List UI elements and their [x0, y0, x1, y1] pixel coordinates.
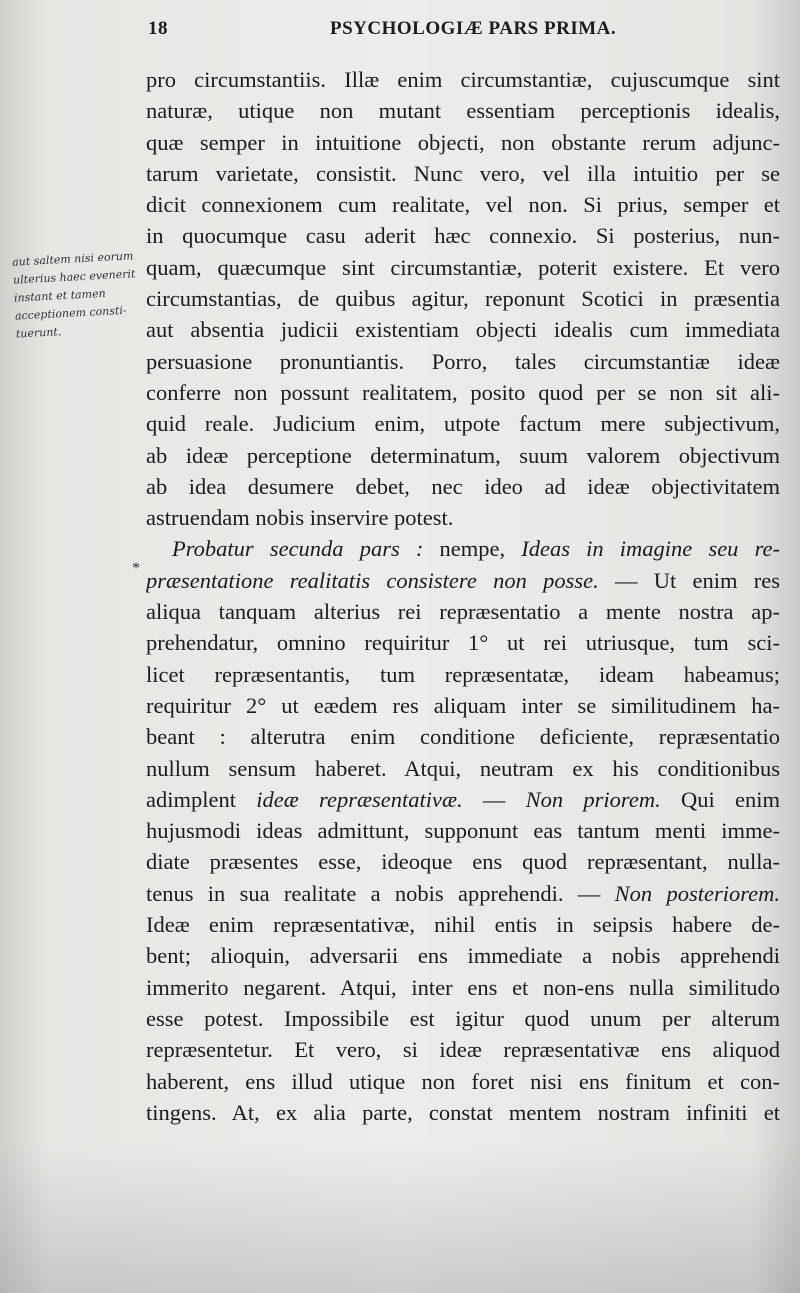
marginal-note-line: tuerunt.: [15, 325, 62, 341]
handwritten-marginal-note: [12, 246, 157, 343]
text-line: pro circumstantiis. Illæ enim circumstantiæ, cujuscumque sint: [146, 67, 780, 92]
text-line: astruendam nobis inservire potest.: [146, 505, 454, 531]
marginal-note-line: acceptionem consti-: [14, 303, 127, 323]
text-line: nullum sensum haberet. Atqui, neutram ex his conditionibus: [146, 755, 780, 781]
text-line: quæ semper in intuitione objecti, non obstante rerum adjunc-: [146, 129, 780, 155]
text-line: repræsentetur. Et vero, si ideæ repræsentativæ ens aliquod: [146, 1037, 780, 1063]
text-line: Ideæ enim repræsentativæ, nihil entis in seipsis habere de-: [146, 912, 780, 938]
marginal-note-line: aut saltem nisi eorum: [11, 249, 134, 269]
italic-phrase: Ideas in imagine seu re-: [521, 536, 780, 562]
text-line: diate præsentes esse, ideoque ens quod repræsentant, nulla-: [146, 849, 780, 875]
text-line: in quocumque casu aderit hæc connexio. Si posterius, nun-: [146, 223, 780, 249]
text-run: tenus in sua realitate a nobis apprehendi. —: [146, 880, 615, 906]
text-line: immerito negarent. Atqui, inter ens et non-ens nulla similitudo: [146, 974, 780, 1000]
text-line: beant : alterutra enim conditione deficiente, repræsentatio: [146, 724, 780, 750]
text-line: haberent, ens illud utique non foret nisi ens finitum et con-: [146, 1068, 780, 1094]
text-line: ab ideæ perceptione determinatum, suum valorem objectivum: [146, 442, 780, 468]
text-line: esse potest. Impossibile est igitur quod unum per alterum: [146, 1005, 780, 1031]
text-run: Qui enim: [660, 786, 780, 812]
text-line: hujusmodi ideas admittunt, supponunt eas tantum menti imme-: [146, 818, 780, 844]
text-line: circumstantias, de quibus agitur, reponunt Scotici in præsentia: [146, 286, 780, 312]
text-run: —: [462, 786, 526, 812]
text-line: quid reale. Judicium enim, utpote factum mere subjectivum,: [146, 411, 780, 437]
text-line: conferre non possunt realitatem, posito quod per se non sit ali-: [146, 379, 780, 405]
text-run: nempe,: [423, 536, 522, 562]
text-line: bent; alioquin, adversarii ens immediate a nobis apprehendi: [146, 943, 780, 969]
marginal-note-line: ulterius haec evenerit: [12, 267, 136, 287]
text-run: adimplent: [146, 786, 257, 812]
italic-phrase: Non posteriorem.: [614, 880, 780, 906]
marginal-note-line: instant et tamen: [13, 286, 106, 305]
text-line: [146, 565, 780, 596]
text-line: dicit connexionem cum realitate, vel non. Si prius, semper et: [146, 192, 780, 218]
page-number: 18: [148, 18, 168, 39]
text-line: naturæ, utique non mutant essentiam perceptionis idealis,: [146, 98, 780, 124]
text-line: tarum varietate, consistit. Nunc vero, vel illa intuitio per se: [146, 160, 780, 186]
italic-phrase: Probatur secunda pars :: [172, 536, 424, 562]
body-text: [146, 64, 780, 1128]
italic-phrase: Non priorem.: [525, 786, 661, 812]
text-line: quam, quæcumque sint circumstantiæ, poterit existere. Et vero: [146, 254, 780, 280]
text-line: aut absentia judicii existentiam objecti idealis cum immediata: [146, 317, 780, 343]
text-line: ab idea desumere debet, nec ideo ad ideæ objectivitatem: [146, 473, 780, 499]
page-header: [148, 16, 788, 46]
italic-phrase: præsentatione realitatis consistere non posse.: [146, 567, 599, 593]
text-line: requiritur 2° ut eædem res aliquam inter se similitudinem ha-: [146, 692, 780, 718]
italic-phrase: ideæ repræsentativæ.: [256, 786, 463, 812]
text-line: tingens. At, ex alia parte, constat mentem nostram infiniti et: [146, 1099, 780, 1125]
text-line: licet repræsentantis, tum repræsentatæ, ideam habeamus;: [146, 661, 780, 687]
text-line: aliqua tanquam alterius rei repræsentatio a mente nostra ap-: [146, 599, 780, 625]
text-line: [146, 533, 780, 564]
text-line: [146, 878, 780, 909]
text-line: persuasione pronuntiantis. Porro, tales circumstantiæ ideæ: [146, 348, 780, 374]
text-line: prehendatur, omnino requiritur 1° ut rei utriusque, tum sci-: [146, 630, 780, 656]
text-run: — Ut enim res: [598, 567, 780, 593]
text-line: [146, 784, 780, 815]
handwritten-asterisk: *: [132, 560, 140, 577]
running-title: PSYCHOLOGIÆ PARS PRIMA.: [330, 18, 617, 39]
